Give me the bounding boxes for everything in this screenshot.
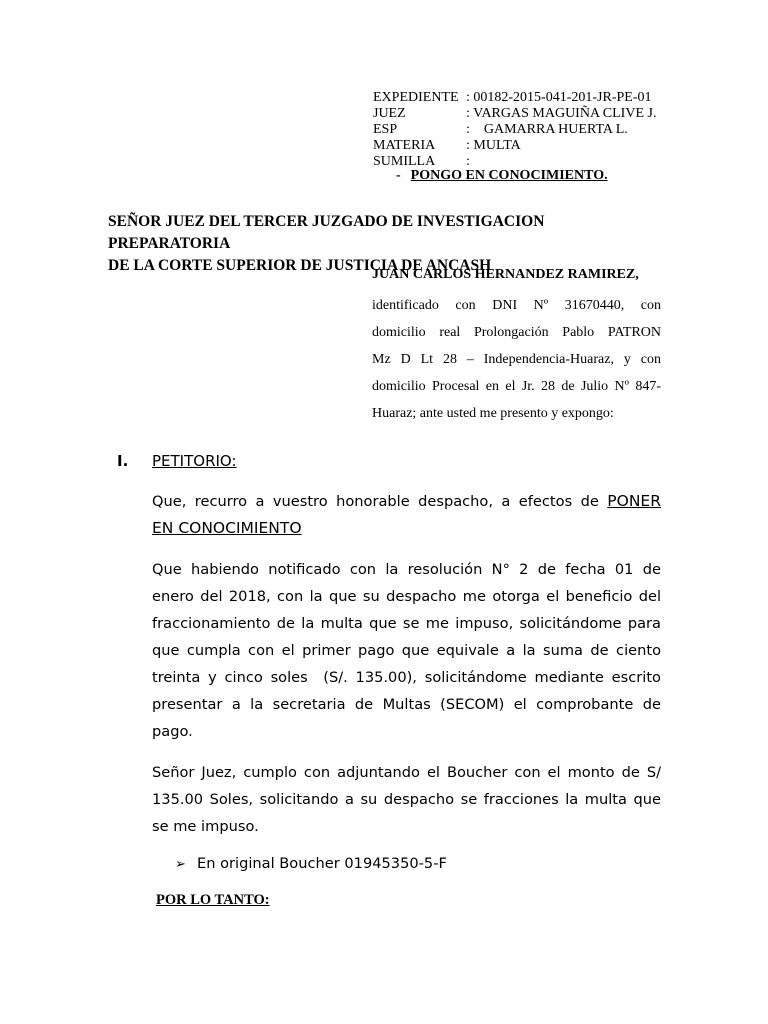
paragraph-resolucion	[152, 556, 661, 745]
party-line: domicilio real Prolongación Pablo PATRON	[372, 325, 661, 340]
header-separator: :	[466, 122, 470, 137]
paragraph-boucher	[152, 759, 661, 840]
header-label: ESP	[373, 122, 398, 137]
header-separator: :	[466, 106, 470, 121]
sumilla-item	[396, 168, 608, 184]
party-line: identificado con DNI Nº 31670440, con	[372, 298, 661, 313]
header-label: JUEZ	[373, 106, 406, 121]
header-row-juez	[373, 106, 656, 122]
paragraph-line: fraccionamiento de la multa que se me impuso, solicitándome para	[152, 615, 661, 632]
paragraph-line: Que habiendo notificado con la resolución N° 2 de fecha 01 de	[152, 561, 661, 578]
paragraph-line: treinta y cinco soles (S/. 135.00), solicitándome mediante escrito	[152, 669, 661, 686]
emphasis-text: EN CONOCIMIENTO	[152, 519, 302, 537]
party-line: Mz D Lt 28 – Independencia-Huaraz, y con	[372, 352, 661, 367]
paragraph-line: pago.	[152, 723, 193, 740]
paragraph-line: que cumpla con el primer pago que equivale a la suma de ciento	[152, 642, 661, 659]
header-separator: :	[466, 154, 470, 169]
paragraph-petitorio	[152, 488, 661, 542]
party-line: domicilio Procesal en el Jr. 28 de Julio Nº 847-	[372, 379, 661, 394]
paragraph-line: presentar a la secretaria de Multas (SECOM) el comprobante de	[152, 696, 661, 713]
sumilla-dash: -	[396, 168, 401, 183]
section-title: PETITORIO:	[152, 452, 237, 470]
section-number: I.	[117, 452, 129, 470]
header-row-expediente	[373, 90, 652, 106]
header-row-materia	[373, 138, 521, 154]
party-line: Huaraz; ante usted me presento y expongo:	[372, 406, 614, 421]
header-value: GAMARRA HUERTA L.	[469, 122, 628, 137]
addressee-line: SEÑOR JUEZ DEL TERCER JUZGADO DE INVESTIGACION PREPARATORIA	[108, 213, 545, 252]
header-separator: :	[466, 138, 470, 153]
header-label: EXPEDIENTE	[373, 90, 459, 105]
header-value: MULTA	[469, 138, 521, 153]
header-row-esp	[373, 122, 628, 138]
party-body	[372, 292, 661, 427]
paragraph-line: 135.00 Soles, solicitando a su despacho se fracciones la multa que	[152, 791, 661, 808]
emphasis-text: PONER	[607, 492, 661, 510]
paragraph-text: Que, recurro a vuestro honorable despacho, a efectos de	[152, 493, 599, 510]
header-value: VARGAS MAGUIÑA CLIVE J.	[469, 106, 657, 121]
party-name: JUAN CARLOS HERNANDEZ RAMIREZ,	[372, 267, 639, 282]
attachment-text: En original Boucher 01945350-5-F	[197, 855, 447, 872]
addressee-line: DE LA CORTE SUPERIOR DE JUSTICIA DE ANCASH	[108, 257, 492, 274]
por-lo-tanto-heading: POR LO TANTO:	[156, 892, 270, 908]
paragraph-line: Señor Juez, cumplo con adjuntando el Boucher con el monto de S/	[152, 764, 661, 781]
header-label: MATERIA	[373, 138, 436, 153]
attachment-item	[175, 855, 447, 872]
paragraph-line: se me impuso.	[152, 818, 259, 835]
paragraph-line: enero del 2018, con la que su despacho me otorga el beneficio del	[152, 588, 661, 605]
sumilla-text: PONGO EN CONOCIMIENTO.	[410, 168, 608, 183]
arrow-bullet-icon: ➢	[175, 857, 186, 872]
header-separator: :	[466, 90, 470, 105]
header-value: 00182-2015-041-201-JR-PE-01	[469, 90, 652, 105]
party-introduction	[372, 266, 661, 427]
header-label: SUMILLA	[373, 154, 436, 169]
